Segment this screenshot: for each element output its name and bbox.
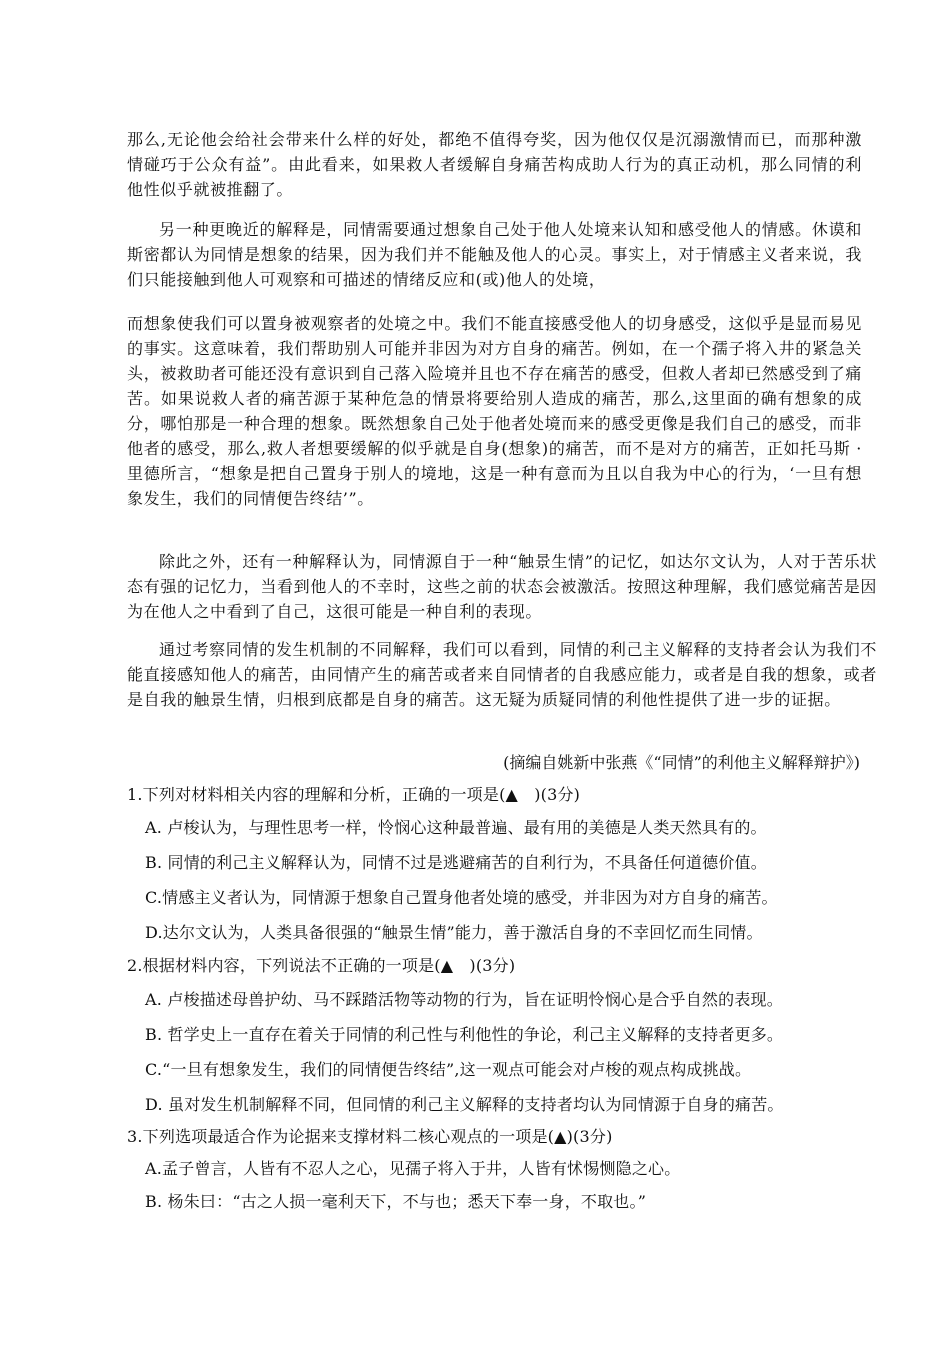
paragraph-1: 那么,无论他会给社会带来什么样的好处，都绝不值得夸奖，因为他仅仅是沉溺激情而已，而那种激情碰巧于公众有益”。由此看来，如果救人者缓解自身痛苦构成助人行为的真正动机，那么同情的利他性似乎就被推翻了。: [127, 130, 862, 199]
question-1-option-d: D.达尔文认为，人类具备很强的“触景生情”能力，善于激活自身的不幸回忆而生同情。: [145, 923, 763, 942]
paragraph-4: 除此之外，还有一种解释认为，同情源自于一种“触景生情”的记忆，如达尔文认为，人对于苦乐状态有强的记忆力，当看到他人的不幸时，这些之前的状态会被激活。按照这种理解，我们感觉痛苦是因为在他人之中看到了自己，这很可能是一种自利的表现。: [127, 552, 877, 621]
question-2-option-b: B. 哲学史上一直存在着关于同情的利己性与利他性的争论，利己主义解释的支持者更多。: [145, 1025, 784, 1044]
question-2-option-c: C.“一旦有想象发生，我们的同情便告终结”,这一观点可能会对卢梭的观点构成挑战。: [145, 1060, 752, 1079]
question-3-option-b: B. 杨朱曰：“古之人损一毫利天下，不与也；悉天下奉一身，不取也。”: [145, 1192, 647, 1211]
paragraph-5: 通过考察同情的发生机制的不同解释，我们可以看到，同情的利己主义解释的支持者会认为我们不能直接感知他人的痛苦，由同情产生的痛苦或者来自同情者的自我感应能力，或者是自我的想象，或者是自我的触景生情，归根到底都是自身的痛苦。这无疑为质疑同情的利他性提供了进一步的证据。: [127, 640, 877, 709]
question-1-stem: 1.下列对材料相关内容的理解和分析，正确的一项是(▲ )(3分): [127, 785, 581, 804]
question-2-option-a: A. 卢梭描述母兽护幼、马不踩踏活物等动物的行为，旨在证明怜悯心是合乎自然的表现。: [145, 990, 783, 1009]
question-1-option-a: A. 卢梭认为，与理性思考一样，怜悯心这种最普遍、最有用的美德是人类天然具有的。: [145, 818, 767, 837]
question-3-option-a: A.孟子曾言，人皆有不忍人之心，见孺子将入于井，人皆有怵惕恻隐之心。: [145, 1159, 681, 1178]
source-citation: (摘编自姚新中张燕《“同情”的利他主义解释辩护》): [503, 753, 860, 772]
question-2-stem: 2.根据材料内容，下列说法不正确的一项是(▲ )(3分): [127, 956, 516, 975]
question-3-stem: 3.下列选项最适合作为论据来支撑材料二核心观点的一项是(▲)(3分): [127, 1127, 613, 1146]
question-1-option-c: C.情感主义者认为，同情源于想象自己置身他者处境的感受，并非因为对方自身的痛苦。: [145, 888, 778, 907]
question-1-option-b: B. 同情的利己主义解释认为，同情不过是逃避痛苦的自利行为，不具备任何道德价值。: [145, 853, 767, 872]
paragraph-3: 而想象使我们可以置身被观察者的处境之中。我们不能直接感受他人的切身感受，这似乎是显而易见的事实。这意味着，我们帮助别人可能并非因为对方自身的痛苦。例如，在一个孺子将入井的紧急关头，被救助者可能还没有意识到自己落入险境并且也不存在痛苦的感受，但救人者却已然感受到了痛苦。如果说救人者的痛苦源于某种危急的情景将要给别人造成的痛苦，那么,这里面的确有想象的成分，哪怕那是一种合理的想象。既然想象自己处于他者处境而来的感受更像是我们自己的感受，而非他者的感受，那么,救人者想要缓解的似乎就是自身(想象)的痛苦，而不是对方的痛苦，正如托马斯 · 里德所言，“想象是把自己置身于别人的境地，这是一种有意而为且以自我为中心的行为，‘一旦有想象发生，我们的同情便告终结’”。: [127, 314, 862, 508]
paragraph-2: 另一种更晚近的解释是，同情需要通过想象自己处于他人处境来认知和感受他人的情感。休谟和斯密都认为同情是想象的结果，因为我们并不能触及他人的心灵。事实上，对于情感主义者来说，我们只能接触到他人可观察和可描述的情绪反应和(或)他人的处境，: [127, 220, 862, 289]
question-2-option-d: D. 虽对发生机制解释不同，但同情的利己主义解释的支持者均认为同情源于自身的痛苦。: [145, 1095, 784, 1114]
